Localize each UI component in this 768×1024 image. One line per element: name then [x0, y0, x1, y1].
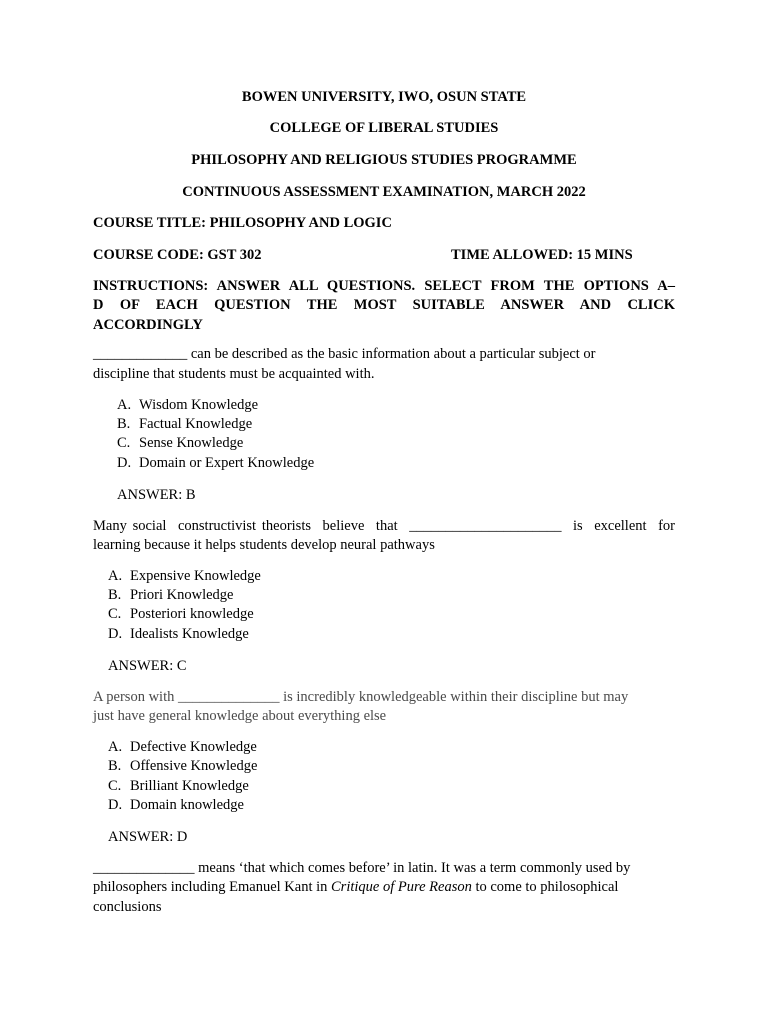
instructions-line-3: ACCORDINGLY [93, 317, 203, 333]
question-1-option-c[interactable]: C. Sense Knowledge [117, 435, 244, 451]
question-4-line-3: conclusions [93, 899, 162, 915]
question-1-option-a[interactable]: A. Wisdom Knowledge [117, 397, 259, 413]
question-1-line-1: _____________ can be described as the basic information about a particular subject or [93, 346, 596, 362]
question-3-option-c[interactable]: C. Brilliant Knowledge [108, 778, 249, 794]
question-3-line-2: just have general knowledge about everything else [93, 708, 387, 724]
question-2-option-a[interactable]: A. Expensive Knowledge [108, 568, 261, 584]
question-2-option-d[interactable]: D. Idealists Knowledge [108, 626, 249, 642]
question-3-option-d[interactable]: D. Domain knowledge [108, 797, 244, 813]
exam-title: CONTINUOUS ASSESSMENT EXAMINATION, MARCH 2022 [182, 184, 586, 200]
programme-name: PHILOSOPHY AND RELIGIOUS STUDIES PROGRAMME [191, 152, 577, 168]
question-2-line-1: Many social constructivist theorists believe that _____________________ is excellent for [93, 518, 675, 534]
question-3-option-b[interactable]: B. Offensive Knowledge [108, 758, 258, 774]
course-title: COURSE TITLE: PHILOSOPHY AND LOGIC [93, 215, 392, 231]
course-code: COURSE CODE: GST 302 [93, 247, 262, 263]
question-3-answer: ANSWER: D [108, 829, 188, 845]
question-2-answer: ANSWER: C [108, 658, 187, 674]
college-name: COLLEGE OF LIBERAL STUDIES [269, 120, 499, 136]
instructions-line-2: D OF EACH QUESTION THE MOST SUITABLE ANSWER AND CLICK [93, 297, 675, 313]
time-allowed: TIME ALLOWED: 15 MINS [451, 247, 633, 263]
question-1-option-b[interactable]: B. Factual Knowledge [117, 416, 253, 432]
instructions-line-1: INSTRUCTIONS: ANSWER ALL QUESTIONS. SELECT FROM THE OPTIONS A– [93, 278, 675, 294]
question-1-line-2: discipline that students must be acquainted with. [93, 366, 375, 382]
question-3-line-1: A person with ______________ is incredibly knowledgeable within their discipline but may [93, 689, 629, 705]
question-2-option-c[interactable]: C. Posteriori knowledge [108, 606, 254, 622]
question-4-line-2: philosophers including Emanuel Kant in Critique of Pure Reason to come to philosophical [93, 879, 619, 895]
question-2-line-2: learning because it helps students develop neural pathways [93, 537, 435, 553]
university-name: BOWEN UNIVERSITY, IWO, OSUN STATE [241, 89, 527, 105]
book-title: Critique of Pure Reason [331, 879, 472, 895]
question-1-answer: ANSWER: B [117, 487, 196, 503]
question-3-option-a[interactable]: A. Defective Knowledge [108, 739, 257, 755]
question-1-option-d[interactable]: D. Domain or Expert Knowledge [117, 455, 315, 471]
question-4-line-1: ______________ means ‘that which comes before’ in latin. It was a term commonly used by [93, 860, 631, 876]
question-2-option-b[interactable]: B. Priori Knowledge [108, 587, 234, 603]
